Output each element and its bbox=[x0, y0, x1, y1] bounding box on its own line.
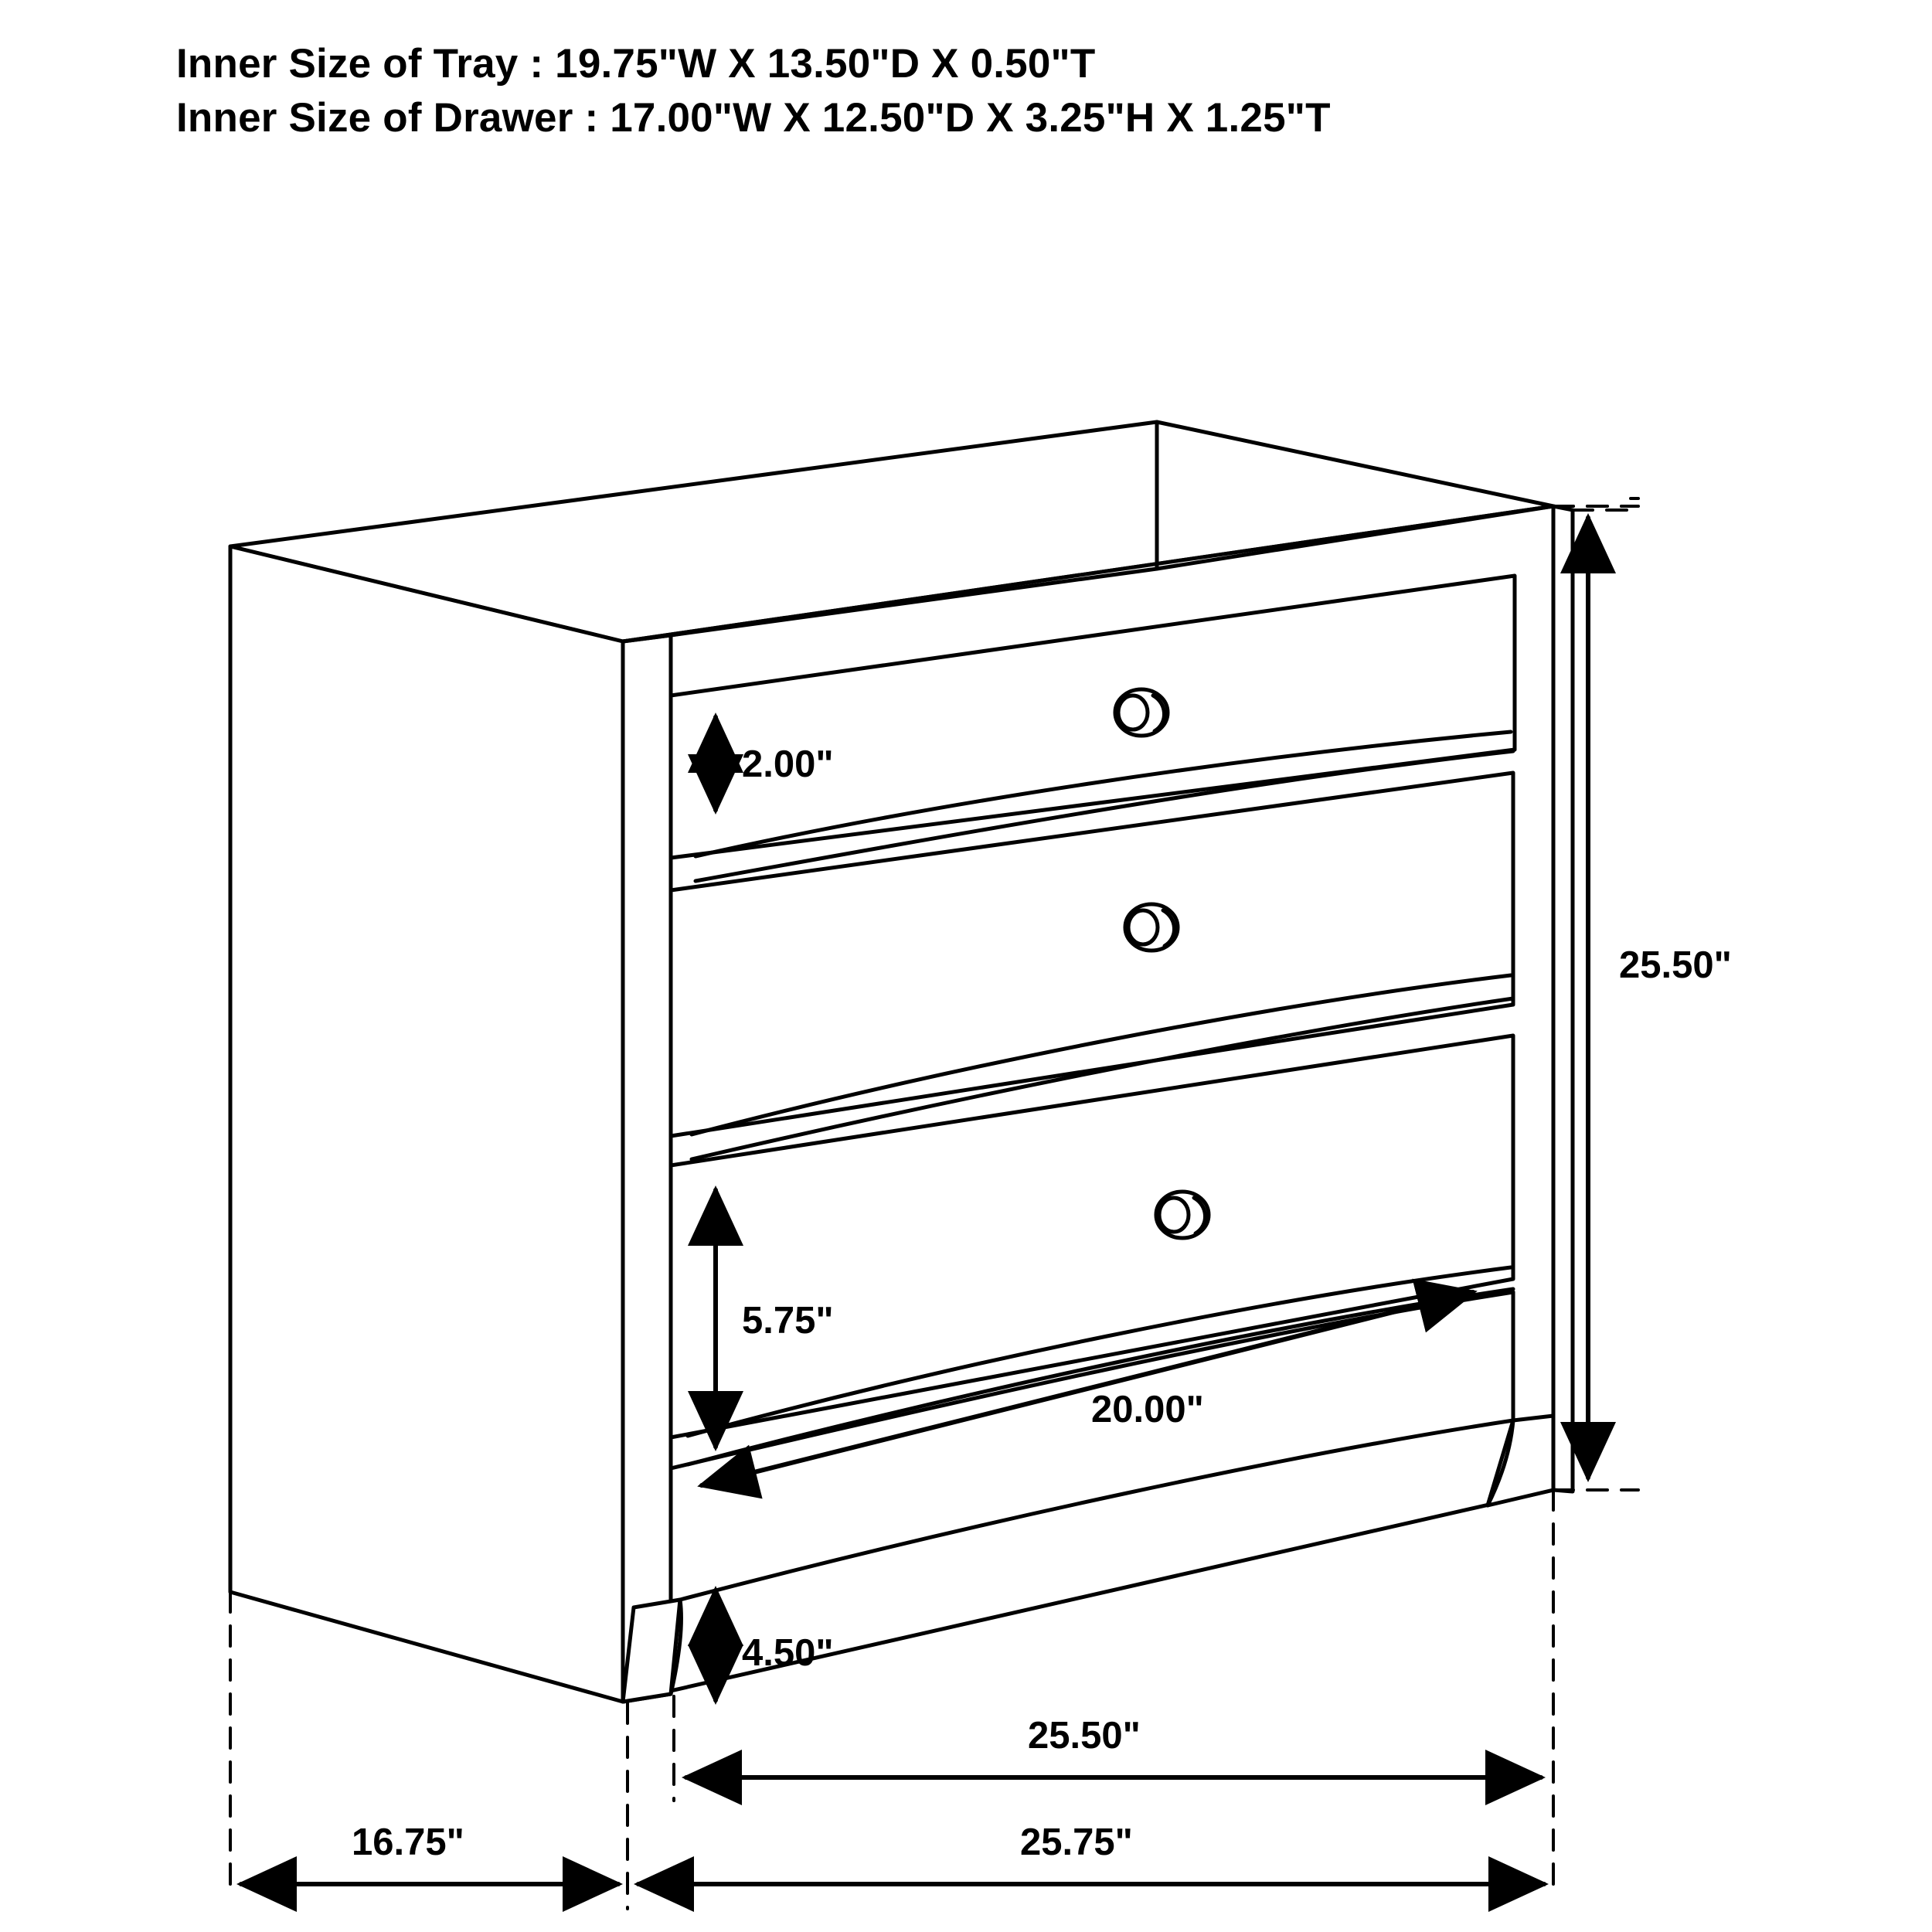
dim-label-5-75: 5.75" bbox=[742, 1300, 834, 1342]
spec-line-tray: Inner Size of Tray : 19.75"W X 13.50"D X 0.50"T bbox=[176, 41, 1096, 87]
dim-label-16-75: 16.75" bbox=[352, 1821, 464, 1863]
dim-label-4-50: 4.50" bbox=[742, 1632, 834, 1674]
knob-middle-drawer bbox=[1125, 904, 1178, 951]
spec-line-drawer: Inner Size of Drawer : 17.00"W X 12.50"D X 3.25"H X 1.25"T bbox=[176, 95, 1331, 141]
knob-top-drawer bbox=[1115, 689, 1168, 736]
dim-label-2-00: 2.00" bbox=[742, 743, 834, 785]
cabinet-right-edge bbox=[1553, 506, 1573, 1492]
dim-label-25-75: 25.75" bbox=[1020, 1821, 1133, 1863]
leg-left-front bbox=[623, 1600, 682, 1702]
cabinet-left-side bbox=[230, 546, 623, 1702]
dim-label-25-50-height: 25.50" bbox=[1619, 944, 1732, 986]
dim-label-20-00: 20.00" bbox=[1091, 1389, 1204, 1430]
dim-label-25-50-width: 25.50" bbox=[1028, 1715, 1141, 1757]
knob-bottom-drawer bbox=[1156, 1192, 1209, 1238]
